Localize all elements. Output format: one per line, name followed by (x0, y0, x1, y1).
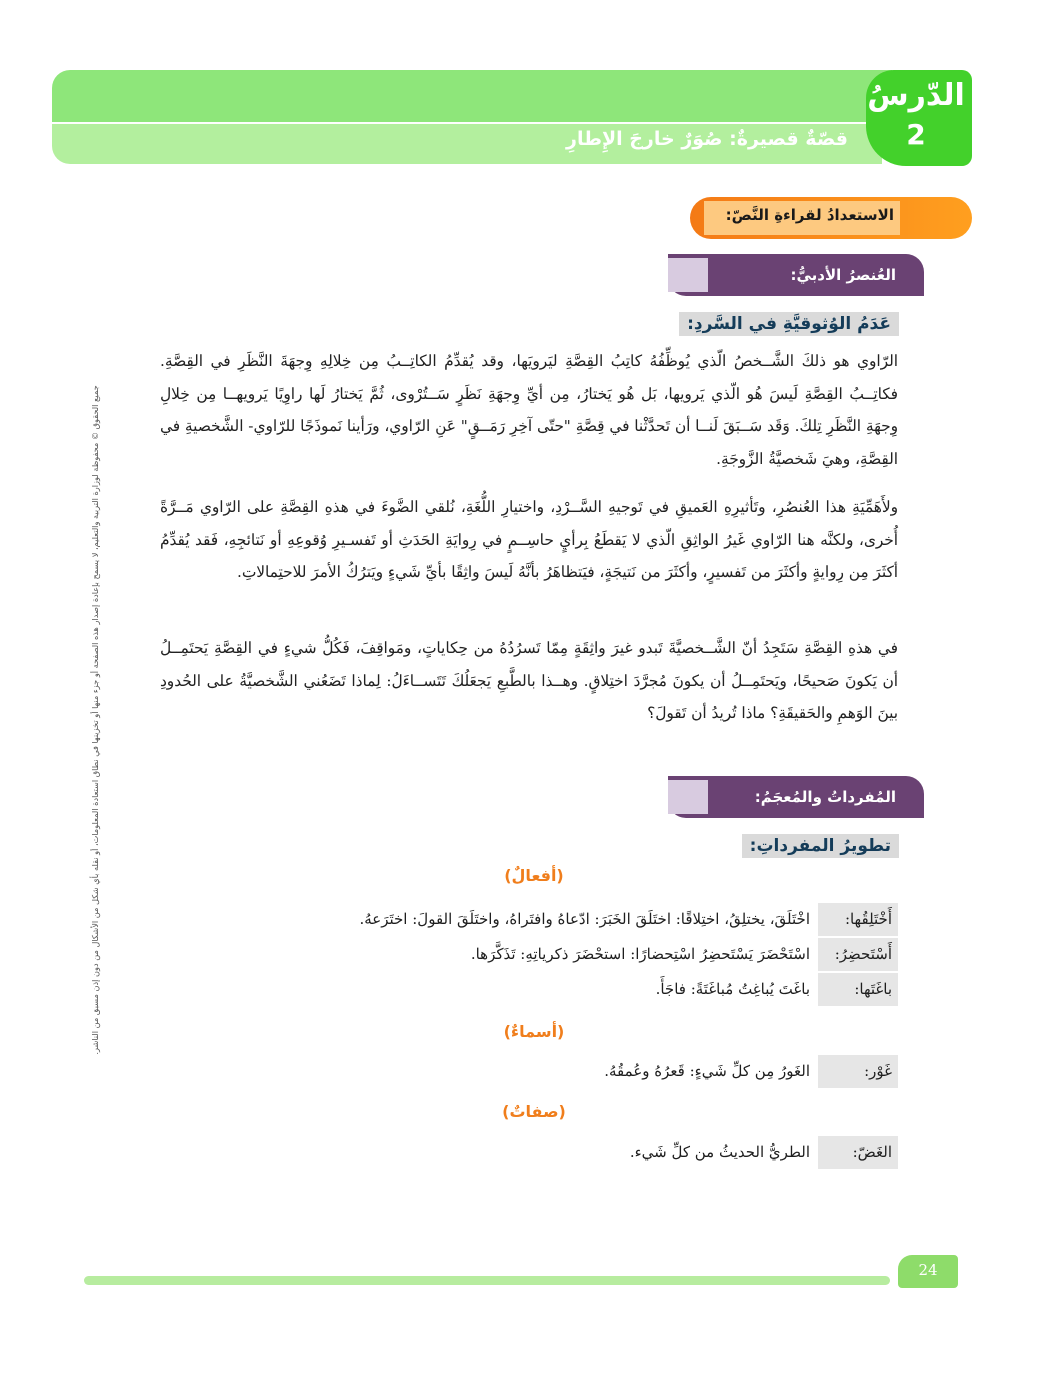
vocab-definition: الغَورُ مِن كلِّ شَيءٍ: قَعرُهُ وعُمقُهُ. (604, 1062, 810, 1080)
vocab-title: تطويرُ المفرداتِ: (742, 834, 899, 858)
vocab-term: أَسْتَحضِرُ: (818, 938, 898, 971)
lesson-label: الدّرسُ (867, 78, 965, 113)
literary-banner-label: العُنصرُ الأدبيُّ: (790, 266, 896, 284)
copyright-text: جميع الحقوق © محفوظة لوزارة التربية والتعليم، لا يسمح بإعادة إصدار هذه الصفحة أو جزء منها أو تخزينها في نطاق استعادة المعلومات، أو نقله بأي شكل من الأشكال من دون إذن مسبق من الناشر. (90, 385, 100, 1055)
vocab-definition: باغَتَ يُباغِتُ مُباغَتَةً: فاجَأَ. (655, 980, 810, 998)
page-number: 24 (918, 1261, 938, 1279)
vocab-item (430, 938, 898, 971)
vocab-term: الغَضّ: (818, 1136, 898, 1169)
vocab-definition: اسْتَحْضَرَ يَسْتَحضِرُ اسْتِحضارًا: استحْضَرَ ذكرياتِهِ: تَذَكَّرَها. (470, 945, 810, 963)
vocab-definition: الطريُّ الحديثُ من كلِّ شَيء. (629, 1143, 810, 1161)
paragraph-2: ولأَهَمِّيَةِ هذا العُنصُرِ، وتَأثيرِهِ العَميقِ في تَوجيهِ السَّــرْدِ، واختيارِ اللُّغَةِ، نُلقي الضَّوءَ في هذهِ القِصَّةِ على الرّاوي مَــرَّةً أُخرى، ولكنَّه هنا الرّاوي غَيرُ الواثِقِ الّذي لا يَقطَعُ بِرأيٍ حاسِــمٍ في رِوايَةِ الحَدَثِ أو تَفسـيرِ وُقوعِهِ أو نَتائجِهِ، فَقد يُقدِّمُ أكثَرَ مِن رِوايةٍ وأكثَرَ من تَفسيرٍ، وأكثَرَ من نَتيجَةٍ، فيَتظاهَرُ بأنَّهُ لَيسَ واثِقًا بأيِّ شَيءٍ ويَترُكُ الأمرَ للاحتِمالاتِ. (160, 498, 898, 581)
vocab-term: غَوْر: (818, 1055, 898, 1088)
lesson-number: 2 (906, 118, 926, 151)
category-verbs: (أفعالٌ) (504, 866, 564, 885)
prep-label: الاستعدادُ لقراءةِ النَّصّ: (725, 206, 894, 224)
category-nouns: (أسماءٌ) (503, 1022, 565, 1041)
vocab-banner-label: المُفرداتُ والمُعجَمُ: (754, 788, 896, 806)
category-adjectives: (صفاتٌ) (502, 1102, 566, 1121)
vocab-item (430, 1136, 898, 1169)
vocab-item (430, 973, 898, 1006)
header-band (52, 70, 892, 122)
vocab-term: أَخْتَلِقُها: (818, 903, 898, 936)
vocab-item (359, 903, 898, 936)
copyright-sidebar (83, 355, 107, 1085)
lesson-subtitle: قصّةٌ قصيرةٌ: صُوَرٌ خارجَ الإِطارِ (566, 128, 848, 150)
vocab-term: باغَتَها: (818, 973, 898, 1006)
paragraph-3: في هذهِ القِصَّةِ سَتَجِدُ أنّ الشَّــخصيَّةَ تَبدو غيرَ واثِقَةٍ مِمّا تَسرُدُهُ من حِكاياتٍ، ومَواقِفَ، فَكُلُّ شيءٍ في القِصَّةِ يَحتَمِــلُ أن يَكونَ صَحيحًا، ويَحتَمِــلُ أن يكونَ مُجرَّدَ اختِلاقٍ. وهــذا بالطَّبعِ يَجعَلُكَ تَتَســاءَلُ: لِماذا تَضَعُني الشَّخصيَّةُ على الحُدودِ بينَ الوَهمِ والحَقيقَةِ؟ ماذا تُريدُ أن تَقولَ؟ (160, 639, 898, 722)
vocab-item (430, 1055, 898, 1088)
paragraph-1: الرّاوي هو ذلكَ الشَّــخصُ الّذي يُوظِّفُهُ كاتِبُ القِصَّةِ ليَرويَها، وقد يُقدِّمُ الكاتِــبُ مِن خِلالِهِ وِجهَةَ النَّظَرِ في القِصَّةِ. فكاتِــبُ القِصَّةِ لَيسَ هُو الّذي يَرويها، بَل هُو يَختارُ، مِن أيِّ وِجهَةِ نَظَرٍ سَــتُرْوى، ثُمَّ يَختارُ لَها راوِيًا يَرويهــا مِن خِلالِ وِجهَةِ النَّظَرِ تِلكَ. وَقَد سَــبَقَ لَنــا أن تَحدَّثْنا في قِصَّةِ "حتّى آخِرِ رَمَــقٍ" عَنِ الرّاوي، ورَأينا نَموذَجًا للرّاوي- الشَّخصيةِ في القِصَّةِ، وهيَ شَخصيَّةُ الزَّوجَةِ. (160, 352, 898, 468)
vocab-definition: اخْتَلَقَ، يختلِقُ، اختِلاقًا: اختَلَقَ الخَبَرَ: ادّعاهُ وافتَراهُ، واختَلَقَ القولَ: اختَرَعهُ. (359, 910, 810, 928)
literary-title: عَدَمُ الوُثوقيَّةِ في السَّردِ: (679, 312, 899, 336)
footer-bar (84, 1276, 890, 1285)
